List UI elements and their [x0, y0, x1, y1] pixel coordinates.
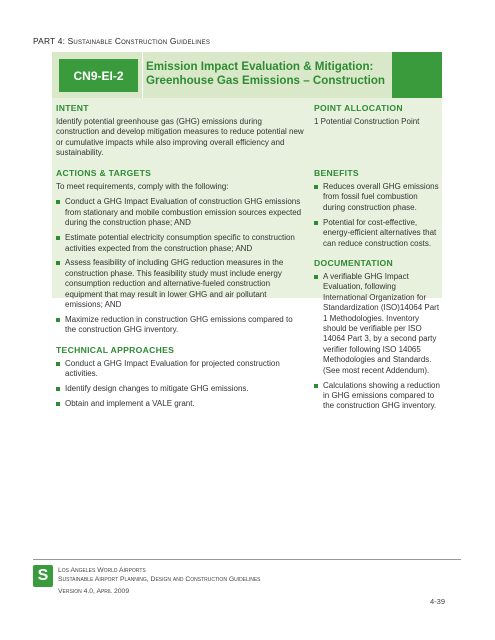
- list-item: Obtain and implement a VALE grant.: [56, 399, 304, 409]
- list-item: Calculations showing a reduction in GHG emissions compared to the construction GHG inventory.: [314, 381, 440, 412]
- credit-title-line-1: Emission Impact Evaluation & Mitigation:: [146, 60, 374, 73]
- bullet-icon: [314, 384, 318, 388]
- intent-text: Identify potential greenhouse gas (GHG) emissions during construction and develop mitigation measures to reduce potential new or cumulative impacts while also improving overall efficiency and sustainability.: [56, 117, 304, 158]
- list-item: Reduces overall GHG emissions from fossil fuel combustion during construction phase.: [314, 182, 440, 213]
- credit-title-line-2: Greenhouse Gas Emissions – Construction: [146, 74, 386, 87]
- point-allocation-heading: POINT ALLOCATION: [314, 103, 403, 113]
- intent-section: [56, 103, 304, 159]
- list-item: Conduct a GHG Impact Evaluation for projected construction activities.: [56, 359, 304, 380]
- list-item: Potential for cost-effective, energy-efficient alternatives that can reduce construction costs.: [314, 218, 440, 249]
- bullet-icon: [56, 362, 60, 366]
- actions-section: [56, 168, 304, 414]
- list-item: Conduct a GHG Impact Evaluation of construction GHG emissions from stationary and mobile combustion emission sources expected during the construction phase; AND: [56, 197, 304, 228]
- row-divider: [52, 160, 442, 166]
- actions-heading: ACTIONS & TARGETS: [56, 168, 152, 178]
- footer-org: Los Angeles World Airports: [58, 567, 146, 574]
- point-allocation-section: [314, 103, 440, 127]
- part-header: PART 4: Sustainable Construction Guidelines: [33, 36, 211, 46]
- footer-rule: [33, 559, 461, 560]
- bullet-icon: [314, 185, 318, 189]
- actions-intro: To meet requirements, comply with the following:: [56, 182, 229, 191]
- credit-title: [146, 60, 386, 88]
- column-divider: [308, 98, 310, 298]
- technical-list: [56, 359, 304, 410]
- list-item: Maximize reduction in construction GHG emissions compared to the construction GHG inventory.: [56, 315, 304, 336]
- documentation-heading: DOCUMENTATION: [314, 257, 394, 268]
- benefits-heading: BENEFITS: [314, 168, 359, 178]
- benefits-section: [314, 168, 440, 416]
- intent-heading: INTENT: [56, 103, 89, 113]
- bullet-icon: [56, 402, 60, 406]
- footer-doc-title: Sustainable Airport Planning, Design and Construction Guidelines: [58, 575, 261, 583]
- title-divider: [142, 52, 143, 98]
- list-item: Estimate potential electricity consumption specific to construction activities expected from the construction phase; AND: [56, 233, 304, 254]
- list-item: Identify design changes to mitigate GHG emissions.: [56, 384, 304, 394]
- benefits-list: [314, 182, 440, 249]
- documentation-list: [314, 272, 440, 412]
- footer-text: [58, 567, 261, 597]
- title-accent-block: [392, 52, 442, 98]
- actions-list: [56, 197, 304, 335]
- point-allocation-text: 1 Potential Construction Point: [314, 117, 420, 126]
- bullet-icon: [56, 236, 60, 240]
- bullet-icon: [314, 221, 318, 225]
- credit-code: CN9-EI-2: [59, 59, 138, 92]
- bullet-icon: [56, 200, 60, 204]
- technical-heading: TECHNICAL APPROACHES: [56, 344, 175, 355]
- bullet-icon: [56, 261, 60, 265]
- list-item: Assess feasibility of including GHG reduction measures in the construction phase. This feasibility study must include energy consumption reduction and alternative-fueled construction equipment that may result in lower GHG and air pollutant emissions; AND: [56, 258, 304, 310]
- laxwa-logo-icon: S: [33, 565, 53, 587]
- list-item: A verifiable GHG Impact Evaluation, following International Organization for Standardization (ISO)14064 Part 1 Methodologies. Inventory should be verifiable per ISO 14064 Part 3, by a second party verifier following ISO 14065 Methodologies and Standards. (See most recent Addendum).: [314, 272, 440, 376]
- page-number: 4-39: [430, 597, 446, 606]
- bullet-icon: [56, 387, 60, 391]
- bullet-icon: [56, 318, 60, 322]
- bullet-icon: [314, 275, 318, 279]
- footer-version: Version 4.0, April 2009: [58, 588, 130, 596]
